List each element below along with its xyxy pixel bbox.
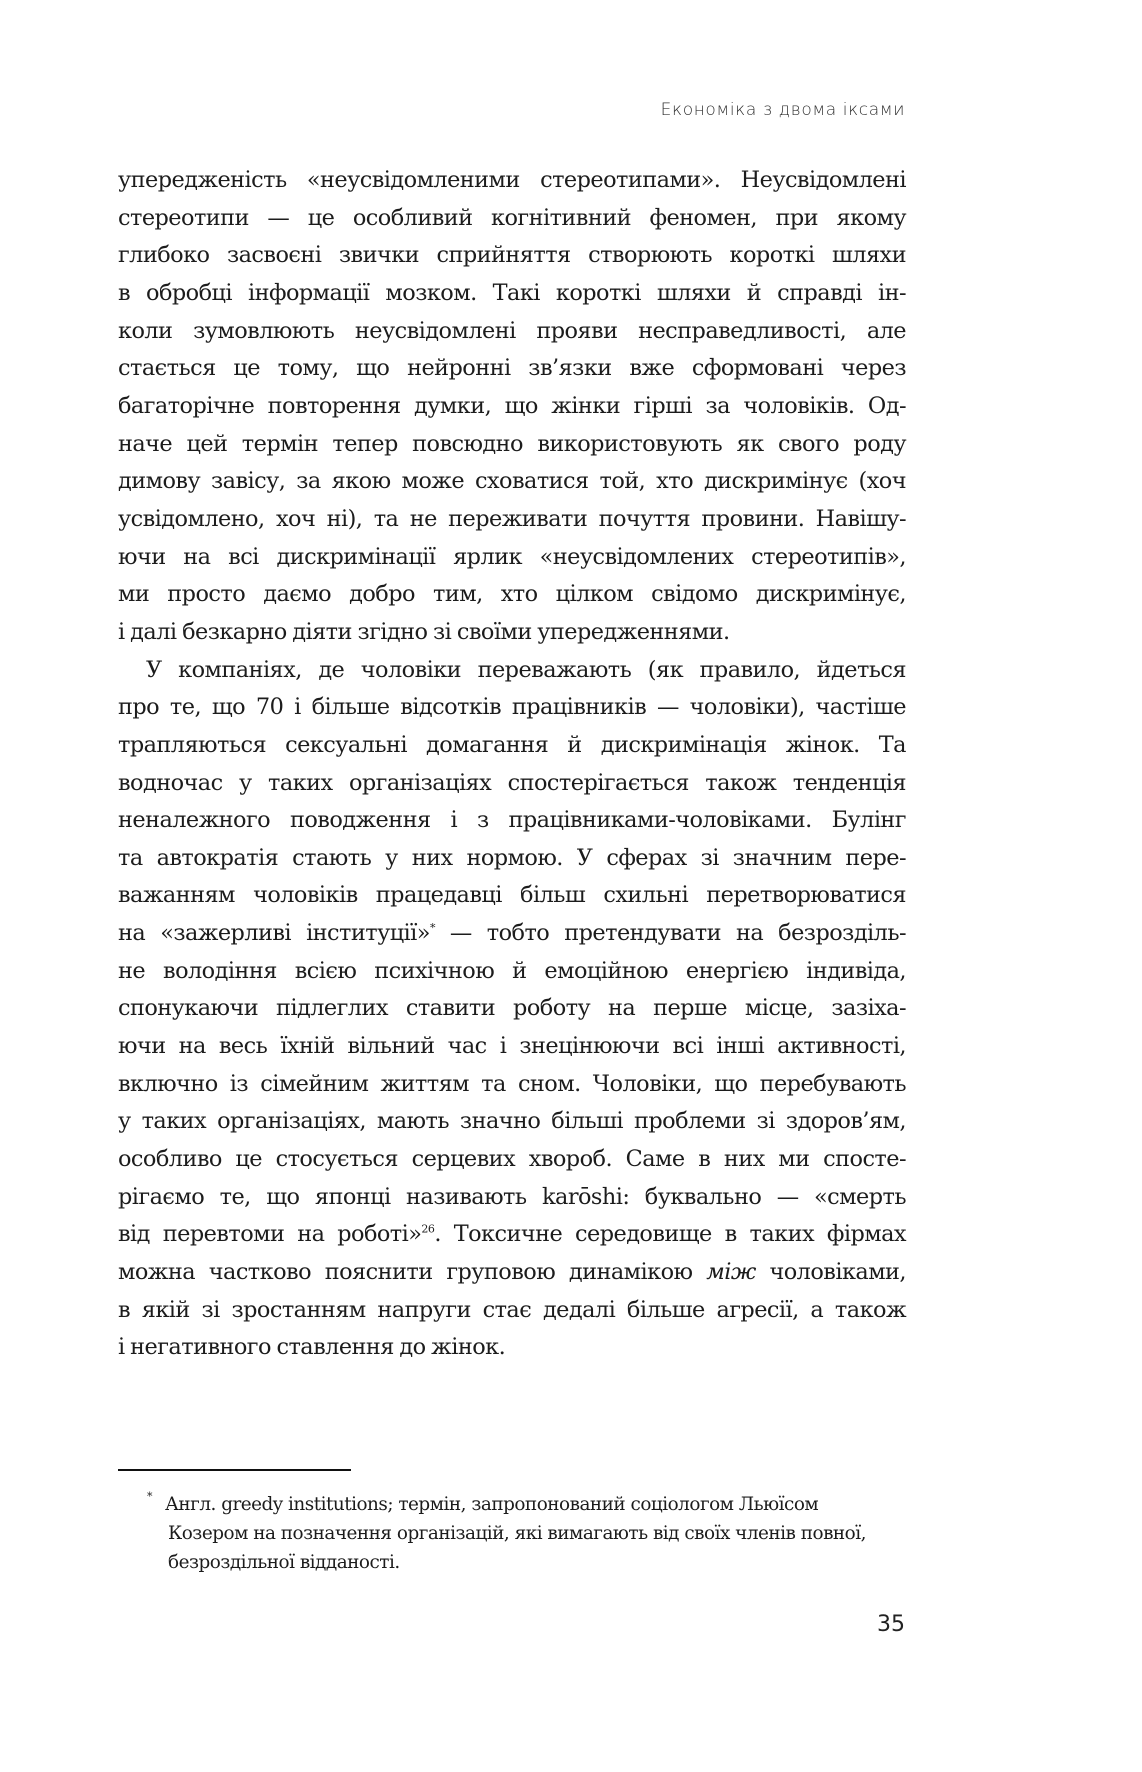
text-line: про те, що 70 і більше відсотків працівників — чоловіки), частіше <box>118 694 906 721</box>
text-line: стереотипи — це особливий когнітивний феномен, при якому <box>118 204 906 231</box>
text-line: ючи на всі дискримінації ярлик «неусвідомлених стереотипів», <box>118 543 906 570</box>
text-line: рігаємо те, що японці називають karōshi: буквально — «смерть <box>118 1183 906 1210</box>
paragraph-start-line: У компаніях, де чоловіки переважають (як правило, йдеться <box>146 656 906 683</box>
text-segment: можна частково пояснити груповою динамікою <box>118 1259 707 1286</box>
footnote-line: Англ. greedy institutions; термін, запропонований соціологом Льюїсом <box>165 1494 819 1515</box>
text-line: ючи на весь їхній вільний час і знецінюючи всі інші активності, <box>118 1033 906 1060</box>
running-head: Економіка з двома іксами <box>660 100 905 120</box>
footnote-mark: * <box>147 1490 152 1503</box>
text-line: трапляються сексуальні домагання й дискримінація жінок. Та <box>118 731 906 758</box>
text-line-with-footnote-ref <box>118 915 906 953</box>
text-segment: від перевтоми на роботі» <box>118 1221 422 1248</box>
paragraph-end-line: і далі безкарно діяти згідно зі своїми упередженнями. <box>118 618 730 645</box>
footnote-line: Козером на позначення організацій, які вимагають від своїх членів повної, <box>168 1523 866 1544</box>
text-line: багаторічне повторення думки, що жінки гірші за чоловіків. Од- <box>118 392 906 419</box>
text-line: у таких організаціях, мають значно більші проблеми зі здоров’ям, <box>118 1108 906 1135</box>
text-line: в якій зі зростанням напруги стає дедалі більше агресії, а також <box>118 1296 906 1323</box>
text-line: включно із сімейним життям та сном. Чоловіки, що перебувають <box>118 1070 906 1097</box>
text-line: стається це тому, що нейронні зв’язки вже сформовані через <box>118 355 906 382</box>
text-line-with-endnote-ref <box>118 1216 906 1254</box>
text-line: упередженість «неусвідомленими стереотипами». Неусвідомлені <box>118 167 906 193</box>
text-line: та автократія стають у них нормою. У сферах зі значним пере- <box>118 844 906 871</box>
text-line: димову завісу, за якою може сховатися той, хто дискримінує (хоч <box>118 468 906 495</box>
text-line: важанням чоловіків працедавці більш схильні перетворюватися <box>118 882 906 909</box>
text-segment: . Токсичне середовище в таких фірмах <box>434 1221 906 1248</box>
footnote-separator-rule <box>118 1469 351 1471</box>
text-segment: чоловіками, <box>755 1259 906 1286</box>
paragraph-end-line: і негативного ставлення до жінок. <box>118 1334 506 1361</box>
text-line: не володіння всією психічною й емоційною енергією індивіда, <box>118 957 906 984</box>
text-line: ми просто даємо добро тим, хто цілком свідомо дискримінує, <box>118 581 906 608</box>
endnote-reference[interactable]: 26 <box>421 1222 435 1236</box>
text-line: глибоко засвоєні звички сприйняття створюють короткі шляхи <box>118 242 906 269</box>
text-line: усвідомлено, хоч ні), та не переживати почуття провини. Навішу- <box>118 505 906 532</box>
page-number: 35 <box>877 1612 905 1637</box>
footnote-line: безроздільної відданості. <box>168 1552 400 1573</box>
text-line: в обробці інформації мозком. Такі короткі шляхи й справді ін- <box>118 279 906 306</box>
text-line: наче цей термін тепер повсюдно використовують як свого роду <box>118 430 906 457</box>
footnote-reference[interactable]: * <box>429 921 435 935</box>
footnote <box>147 1490 906 1577</box>
text-line: неналежного поводження і з працівниками-чоловіками. Булінг <box>118 807 906 834</box>
text-line-with-italic <box>118 1254 906 1292</box>
text-line: особливо це стосується серцевих хвороб. Саме в них ми спосте- <box>118 1146 906 1173</box>
text-segment: на «зажерливі інституції» <box>118 920 430 947</box>
text-line: коли зумовлюють неусвідомлені прояви несправедливості, але <box>118 317 906 344</box>
italic-emphasis: між <box>706 1259 756 1286</box>
text-segment: — тобто претендувати на безрозділь- <box>434 920 907 947</box>
body-text <box>118 162 906 1367</box>
text-line: водночас у таких організаціях спостерігається також тенденція <box>118 769 906 796</box>
text-line: спонукаючи підлеглих ставити роботу на перше місце, зазіха- <box>118 995 906 1022</box>
